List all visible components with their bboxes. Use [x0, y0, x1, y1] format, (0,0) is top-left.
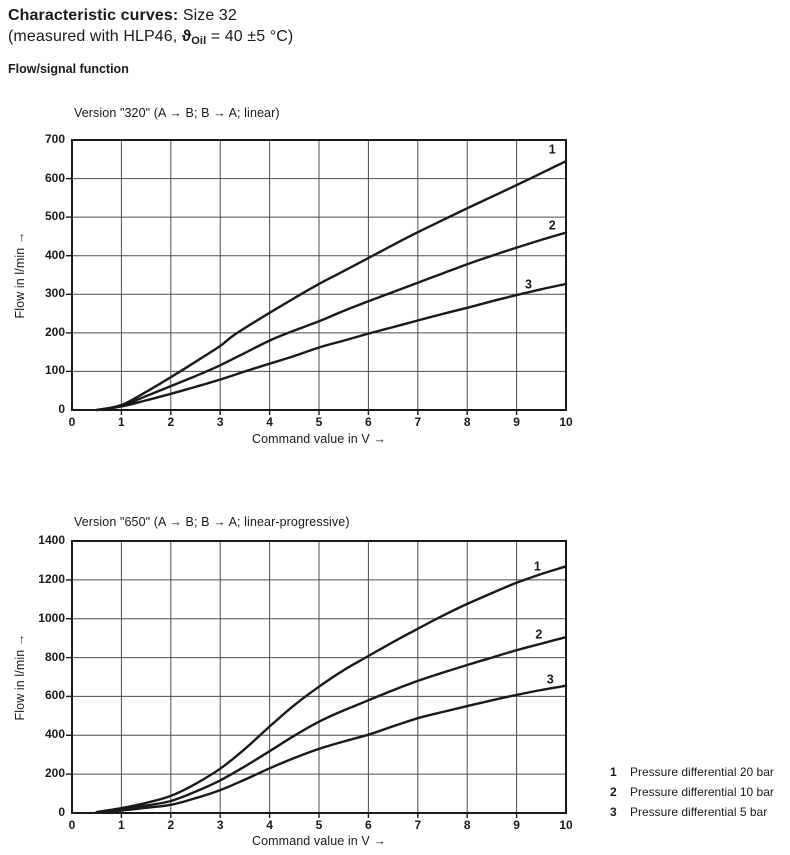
y-tick-label: 1200 [38, 571, 65, 586]
legend-item-number: 2 [610, 785, 617, 799]
x-tick-label: 9 [513, 818, 520, 832]
curve-number-label: 1 [548, 142, 556, 157]
y-tick-label: 400 [44, 727, 65, 742]
plot-svg [72, 541, 566, 813]
curve-3 [97, 686, 566, 813]
y-tick-label: 600 [44, 170, 65, 185]
curve-2 [97, 233, 566, 410]
chart-title: Version "650" (A → B; B → A; linear-progressive) [74, 515, 350, 529]
x-tick-label: 0 [68, 818, 76, 832]
curve-number-label: 3 [546, 672, 554, 687]
x-tick-label: 8 [463, 818, 471, 832]
legend-item-label: Pressure differential 10 bar [630, 785, 774, 799]
x-tick-label: 9 [513, 415, 520, 429]
x-tick-label: 4 [266, 818, 273, 832]
header [8, 5, 293, 52]
page-subtitle [8, 26, 293, 52]
x-tick-label: 10 [559, 415, 573, 429]
subtitle-suffix: = 40 ±5 °C) [206, 28, 294, 45]
page-title [8, 5, 293, 26]
legend-item-number: 3 [610, 805, 617, 819]
theta-subscript: Oil [191, 35, 207, 47]
x-axis-title: Command value in V → [251, 834, 386, 848]
curve-number-label: 2 [535, 627, 543, 642]
x-tick-label: 7 [414, 415, 422, 429]
y-tick-label: 300 [44, 286, 65, 301]
x-tick-label: 4 [266, 415, 273, 429]
x-tick-label: 2 [167, 818, 175, 832]
x-tick-label: 5 [315, 415, 323, 429]
x-tick-label: 6 [365, 818, 372, 832]
curve-number-label: 1 [533, 559, 541, 574]
curve-1 [97, 566, 566, 812]
x-tick-label: 3 [216, 818, 224, 832]
legend-item [610, 802, 774, 822]
y-tick-label: 400 [44, 247, 65, 262]
chart-version-320 [13, 106, 573, 446]
legend-item-label: Pressure differential 5 bar [630, 805, 768, 819]
x-tick-label: 5 [315, 818, 323, 832]
y-tick-label: 100 [44, 363, 65, 378]
y-tick-label: 1000 [38, 610, 65, 625]
x-tick-label: 2 [167, 415, 175, 429]
y-tick-label: 500 [44, 209, 65, 224]
curve-number-label: 2 [548, 218, 556, 233]
chart-version-650 [13, 515, 573, 848]
y-tick-label: 800 [44, 649, 65, 664]
subtitle-prefix: (measured with HLP46, [8, 28, 182, 45]
y-tick-label: 200 [44, 324, 65, 339]
y-axis-title: Flow in l/min → [13, 231, 27, 319]
page-title-regular: Size 32 [178, 7, 237, 24]
legend [610, 762, 774, 822]
y-tick-label: 200 [44, 766, 65, 781]
x-tick-label: 8 [463, 415, 471, 429]
page-title-bold: Characteristic curves: [8, 7, 179, 24]
legend-item [610, 782, 774, 802]
x-tick-label: 1 [118, 415, 125, 429]
x-axis-title: Command value in V → [251, 432, 386, 446]
legend-item [610, 762, 774, 782]
curve-1 [97, 161, 566, 410]
legend-item-number: 1 [610, 765, 617, 779]
curve-number-label: 3 [525, 277, 532, 292]
x-tick-label: 6 [365, 415, 372, 429]
curve-3 [97, 284, 566, 410]
y-tick-label: 0 [58, 805, 65, 819]
y-tick-label: 700 [44, 132, 65, 146]
y-tick-label: 0 [58, 402, 65, 416]
y-tick-label: 1400 [38, 533, 65, 547]
x-tick-label: 3 [216, 415, 224, 429]
section-heading: Flow/signal function [8, 62, 129, 76]
chart-title: Version "320" (A → B; B → A; linear) [74, 106, 280, 120]
x-tick-label: 10 [559, 818, 573, 832]
x-tick-label: 7 [414, 818, 422, 832]
plot-svg [72, 140, 566, 410]
y-axis-title: Flow in l/min → [13, 633, 27, 721]
theta-symbol: ϑ [181, 28, 192, 45]
y-tick-label: 600 [44, 688, 65, 703]
curve-2 [97, 637, 566, 812]
legend-item-label: Pressure differential 20 bar [630, 765, 774, 779]
x-tick-label: 1 [118, 818, 125, 832]
x-tick-label: 0 [68, 415, 76, 429]
